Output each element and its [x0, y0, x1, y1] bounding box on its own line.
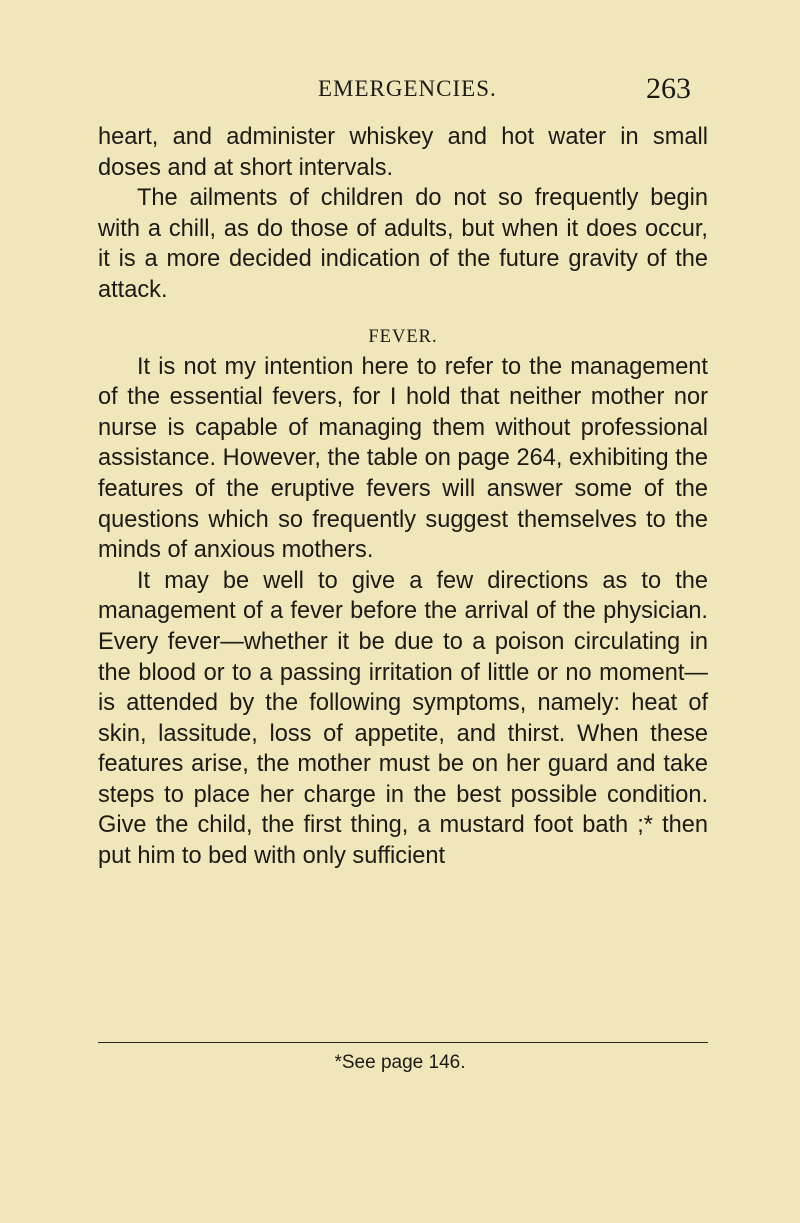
footnote-rule	[98, 1042, 708, 1043]
paragraph-chills: The ailments of children do not so frequently begin with a chill, as do those of adults, but when it does occur, it is a more decided indication of the future gravity of the attack.	[98, 185, 708, 303]
running-head: EMERGENCIES.	[318, 76, 497, 101]
paragraph-fever-directions: It may be well to give a few directions as to the management of a fever before the arrival of the physician. Every fever—whether it be due to a poison circulating in the blood or to a passing irritation of little or no moment—is attended by the following symptoms, namely: heat of skin, lassitude, loss of appetite, and thirst. When these features arise, the mother must be on her guard and take steps to place her charge in the best possible condition. Give the child, the first thing, a mustard foot bath ;* then put him to bed with only sufficient	[98, 567, 708, 870]
page-number: 263	[646, 72, 691, 105]
paragraph-essential-fevers: It is not my intention here to refer to the management of the essential fevers, for I hold that neither mother nor nurse is capable of managing them without professional assistance. However, the table on page 264, exhibiting the features of the eruptive fevers will answer some of the questions which so frequently suggest themselves to the minds of anxious mothers.	[98, 353, 708, 564]
paragraph-continuation: heart, and administer whiskey and hot water in small doses and at short intervals.	[98, 124, 708, 181]
page-header	[0, 72, 800, 112]
section-heading-fever: FEVER.	[368, 326, 438, 347]
page-body	[98, 122, 708, 872]
footnote: *See page 146.	[334, 1052, 466, 1073]
